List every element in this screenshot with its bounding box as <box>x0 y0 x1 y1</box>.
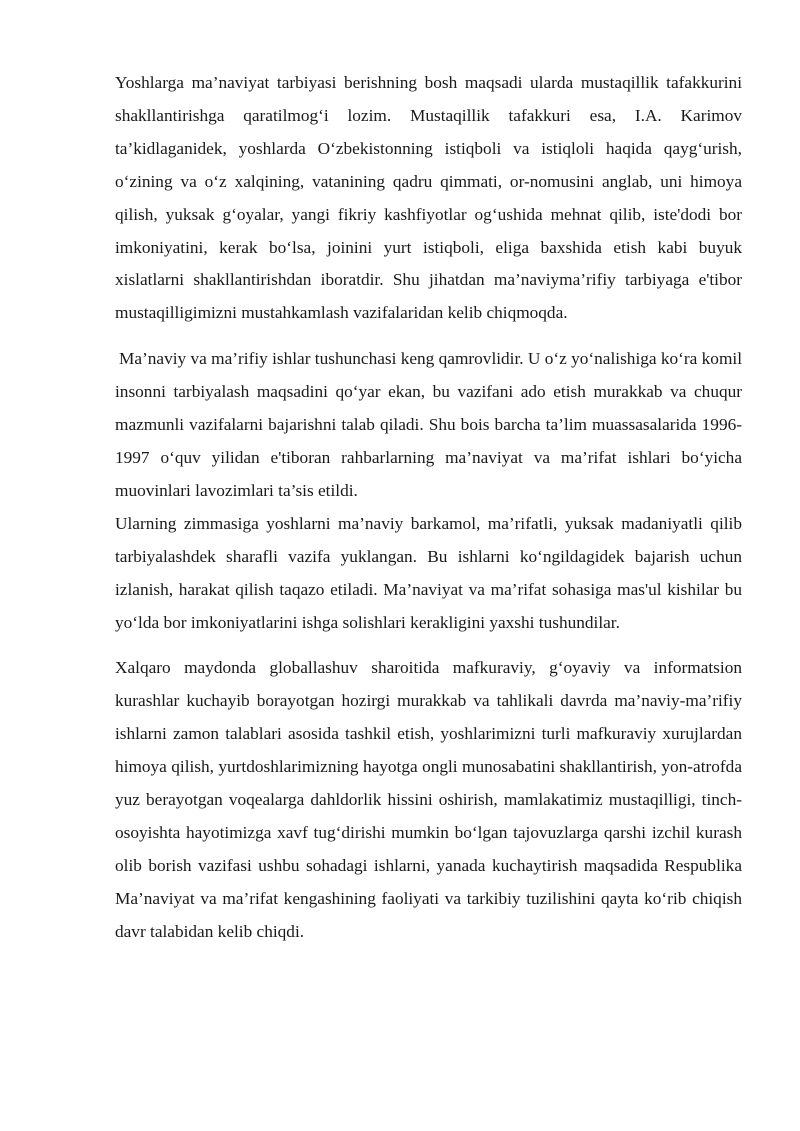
paragraph-1: Yoshlarga ma’naviyat tarbiyasi berishning bosh maqsadi ularda mustaqillik tafakkurini shakllantirishga qaratilmog‘i lozim. Mustaqillik tafakkuri esa, I.A. Karimov ta’kidlaganidek, yoshlarda O‘zbekistonning istiqboli va istiqloli haqida qayg‘urish, o‘zining va o‘z xalqining, vatanining qadru qimmati, or-nomusini anglab, uni himoya qilish, yuksak g‘oyalar, yangi fikriy kashfiyotlar og‘ushida mehnat qilib, iste'dodi bor imkoniyatini, kerak bo‘lsa, joinini yurt istiqboli, eliga baxshida etish kabi buyuk xislatlarni shakllantirishdan iboratdir. Shu jihatdan ma’naviyma’rifiy tarbiyaga e'tibor mustaqilligimizni mustahkamlash vazifalaridan kelib chiqmoqda. <box>115 73 742 323</box>
paragraph-2: Ma’naviy va ma’rifiy ishlar tushunchasi keng qamrovlidir. U o‘z yo‘nalishiga ko‘ra komil insonni tarbiyalash maqsadini qo‘yar ekan, bu vazifani ado etish murakkab va chuqur mazmunli vazifalarni bajarishni talab qiladi. Shu bois barcha ta’lim muassasalarida 1996-1997 o‘quv yilidan e'tiboran rahbarlarning ma’naviyat va ma’rifat ishlari bo‘yicha muovinlari lavozimlari ta’sis etildi. <box>115 349 742 500</box>
paragraph-3: Ularning zimmasiga yoshlarni ma’naviy barkamol, ma’rifatli, yuksak madaniyatli qilib tarbiyalashdek sharafli vazifa yuklangan. Bu ishlarni ko‘ngildagidek bajarish uchun izlanish, harakat qilish taqazo etiladi. Ma’naviyat va ma’rifat sohasiga mas'ul kishilar bu yo‘lda bor imkoniyatlarini ishga solishlari kerakligini yaxshi tushundilar. <box>115 513 742 632</box>
document-page <box>115 67 742 949</box>
paragraph-4: Xalqaro maydonda globallashuv sharoitida mafkuraviy, g‘oyaviy va informatsion kurashlar kuchayib borayotgan hozirgi murakkab va tahlikali davrda ma’naviy-ma’rifiy ishlarni zamon talablari asosida tashkil etish, yoshlarimizni turli mafkuraviy xurujlardan himoya qilish, yurtdoshlarimizning hayotga ongli munosabatini shakllantirish, yon-atrofda yuz berayotgan voqealarga dahldorlik hissini oshirish, mamlakatimiz mustaqilligi, tinch-osoyishta hayotimizga xavf tug‘dirishi mumkin bo‘lgan tajovuzlarga qarshi izchil kurash olib borish vazifasi ushbu sohadagi ishlarni, yanada kuchaytirish maqsadida Respublika Ma’naviyat va ma’rifat kengashining faoliyati va tarkibiy tuzilishini qayta ko‘rib chiqish davr talabidan kelib chiqdi. <box>115 658 742 941</box>
